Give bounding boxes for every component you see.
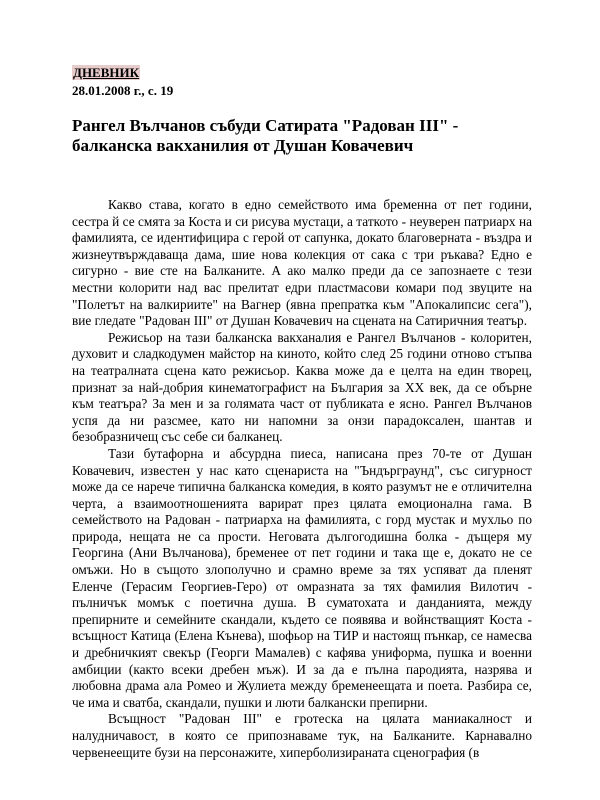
paragraph: Всъщност "Радован III" е гротеска на цялата маниакалност и налудничавост, в която се припознаваме тук, на Балканите. Карнавално червенеещите бузи на персонажите, хиперболизираната сценография (в: [72, 711, 532, 760]
source-name: ДНЕВНИК: [73, 65, 140, 80]
article-headline: Рангел Вълчанов събуди Сатирата "Радован III" - балканска вакханилия от Душан Ковачевич: [72, 116, 459, 155]
paragraph: Какво става, когато в едно семейството има бременна от пет години, сестра й се смята за Коста и си рисува мустаци, а таткото - неуверен патриарх на фамилията, се идентифицира с герой от сапунка, докато благоверната - въздра и жизнеутвърждаваща дама, шие нова колекция от сака с три ръкава? Едно е сигурно - вие сте на Балканите. А ако малко преди да се запознаете с тези местни колорити над вас прелитат едри пластмасови комари под звуците на "Полетът на валкириите" на Вагнер (явна препратка към "Апокалипсис сега"), вие гледате "Радован III" от Душан Ковачевич на сцената на Сатиричния театър.: [72, 197, 532, 329]
article-body: [72, 197, 532, 761]
paragraph: Тази бутафорна и абсурдна пиеса, написана през 70-те от Душан Ковачевич, известен у нас като сценариста на "Ъндърграунд", със сигурност може да се нарече типична балканска комедия, в която разумът не е отличителна черта, а взаимоотношенията варират през цялата емоционална гама. В семейството на Радован - патриарха на фамилията, с горд мустак и мухльо по природа, нещата не са прости. Неговата дългогодишна болка - дъщеря му Георгина (Ани Вълчанова), бременее от пет години и така ще е, докато не се омъжи. Но в същото злополучно и срамно време за тях успяват да пленят Еленче (Герасим Георгиев-Геро) от омразната за тях фамилия Вилотич - пълничък момък с поетична душа. В суматохата и данданията, между препирните и семейните скандали, където се появява и войнстващият Коста - всъщност Катица (Елена Кънева), шофьор на ТИР и настоящ пънкар, се намесва и дребничкият свекър (Георги Мамалев) с кафява униформа, пушка и военни амбиции (както всеки дребен мъж). И за да е пълна пародията, назрява и любовна драма ала Ромео и Жулиета между бременеещата и поета. Разбира се, че има и сватба, скандали, пушки и люти балкански препирни.: [72, 445, 532, 710]
dateline: 28.01.2008 г., с. 19: [72, 83, 174, 98]
paragraph: Режисьор на тази балканска вакханалия е Рангел Вълчанов - колоритен, духовит и сладкодумен майстор на киното, който след 25 години отново стъпва на театралната сцена като режисьор. Каква може да е целта на един творец, признат за най-добрия кинематографист на България за XX век, да се обърне към театъра? За мен и за голямата част от публиката е ясно. Рангел Вълчанов успя да ни разсмее, като ни напомни за онзи парадоксален, шантав и безобразничещ със себе си балканец.: [72, 329, 532, 445]
article: [72, 64, 532, 761]
